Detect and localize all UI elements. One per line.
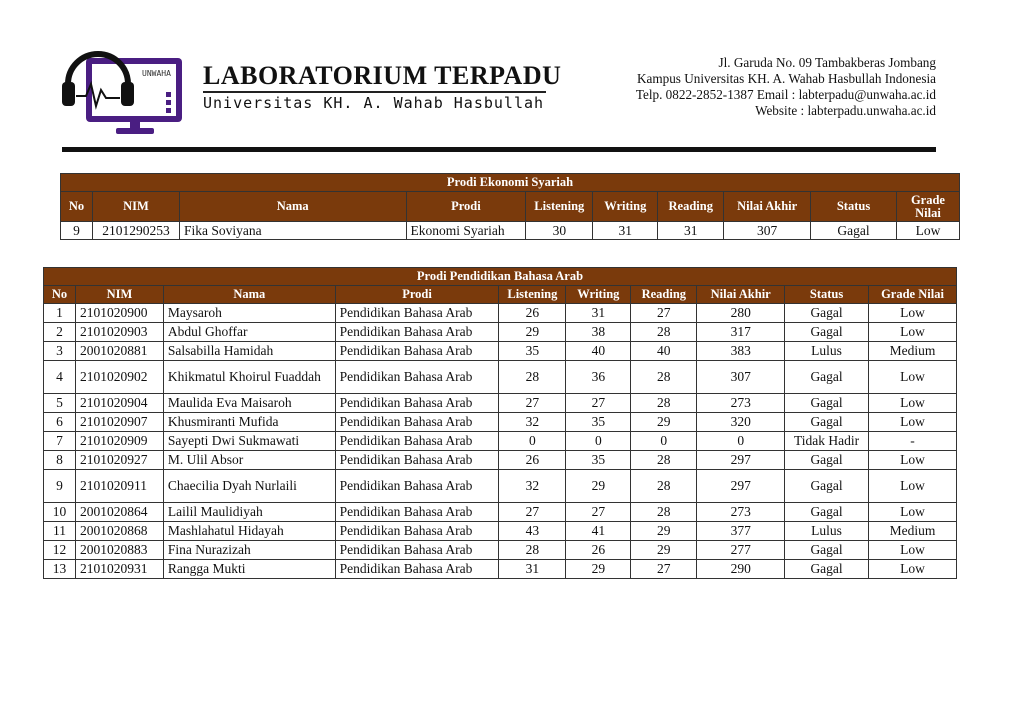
contact-phone-email: Telp. 0822-2852-1387 Email : labterpadu@unwaha.ac.id	[635, 87, 936, 102]
table-cell: Khusmiranti Mufida	[163, 413, 335, 432]
table-cell: 31	[658, 222, 724, 240]
table-cell: 290	[697, 560, 785, 579]
table-cell: Gagal	[785, 304, 869, 323]
table-cell: Pendidikan Bahasa Arab	[335, 342, 499, 361]
table-cell: 0	[631, 432, 697, 451]
table-cell: 32	[499, 413, 566, 432]
table-cell: Abdul Ghoffar	[163, 323, 335, 342]
table-cell: 1	[44, 304, 76, 323]
table-cell: Gagal	[785, 503, 869, 522]
contact-website: Website : labterpadu.unwaha.ac.id	[755, 103, 936, 118]
logo-text: UNWAHA	[142, 69, 171, 78]
table-row	[44, 470, 957, 503]
column-header: NIM	[92, 192, 179, 222]
table-cell: 297	[697, 470, 785, 503]
column-header: Reading	[658, 192, 724, 222]
table-cell: Rangga Mukti	[163, 560, 335, 579]
table-cell: Medium	[869, 342, 957, 361]
table-ekonomi-syariah	[60, 173, 960, 240]
table-row	[44, 541, 957, 560]
table-cell: Gagal	[785, 323, 869, 342]
column-header: Reading	[631, 286, 697, 304]
table-cell: 2101020907	[75, 413, 163, 432]
table-cell: 27	[566, 503, 631, 522]
table-cell: 2101020931	[75, 560, 163, 579]
table-cell: 0	[566, 432, 631, 451]
table-cell: Low	[896, 222, 959, 240]
table-cell: 383	[697, 342, 785, 361]
table-header-row	[44, 286, 957, 304]
column-header: Grade Nilai	[869, 286, 957, 304]
table-cell: 9	[61, 222, 93, 240]
table-cell: Low	[869, 304, 957, 323]
table-cell: 317	[697, 323, 785, 342]
table-cell: 26	[499, 451, 566, 470]
table-cell: Medium	[869, 522, 957, 541]
table-cell: 8	[44, 451, 76, 470]
table-cell: 7	[44, 432, 76, 451]
table-cell: Pendidikan Bahasa Arab	[335, 560, 499, 579]
column-header: Listening	[526, 192, 593, 222]
table-cell: Gagal	[785, 470, 869, 503]
table-cell: 2001020883	[75, 541, 163, 560]
title-underline	[203, 91, 546, 93]
table-row	[44, 413, 957, 432]
table-cell: Pendidikan Bahasa Arab	[335, 413, 499, 432]
table-cell: 29	[566, 470, 631, 503]
column-header: Status	[811, 192, 897, 222]
table-cell: 29	[631, 413, 697, 432]
table-cell: Lailil Maulidiyah	[163, 503, 335, 522]
table-row	[44, 432, 957, 451]
table-row	[44, 394, 957, 413]
contact-block	[636, 55, 936, 119]
column-header: Writing	[593, 192, 658, 222]
table-cell: 32	[499, 470, 566, 503]
table-cell: 29	[631, 541, 697, 560]
table-pendidikan-bahasa-arab	[43, 267, 957, 579]
table-cell: Pendidikan Bahasa Arab	[335, 522, 499, 541]
table-cell: 29	[499, 323, 566, 342]
table-cell: 2101020911	[75, 470, 163, 503]
table-cell: Gagal	[811, 222, 897, 240]
table-cell: Gagal	[785, 361, 869, 394]
table-title: Prodi Ekonomi Syariah	[61, 174, 960, 192]
table-cell: 5	[44, 394, 76, 413]
column-header: Prodi	[406, 192, 526, 222]
table-cell: Gagal	[785, 413, 869, 432]
table-cell: 36	[566, 361, 631, 394]
table-cell: 41	[566, 522, 631, 541]
column-header: Nama	[163, 286, 335, 304]
column-header: No	[44, 286, 76, 304]
table-cell: 280	[697, 304, 785, 323]
column-header: No	[61, 192, 93, 222]
table-cell: 38	[566, 323, 631, 342]
table-cell: Pendidikan Bahasa Arab	[335, 503, 499, 522]
table-cell: Pendidikan Bahasa Arab	[335, 541, 499, 560]
table-cell: 307	[724, 222, 811, 240]
table-cell: 28	[631, 323, 697, 342]
table-cell: 28	[631, 470, 697, 503]
table-cell: 35	[566, 413, 631, 432]
table-cell: 40	[631, 342, 697, 361]
column-header: NIM	[75, 286, 163, 304]
table-cell: Khikmatul Khoirul Fuaddah	[163, 361, 335, 394]
table-cell: Pendidikan Bahasa Arab	[335, 361, 499, 394]
table-cell: 2101290253	[92, 222, 179, 240]
table-cell: Low	[869, 470, 957, 503]
table-cell: 28	[499, 541, 566, 560]
table-cell: 0	[697, 432, 785, 451]
table-row	[44, 522, 957, 541]
table-cell: Fika Soviyana	[179, 222, 406, 240]
table-cell: Pendidikan Bahasa Arab	[335, 432, 499, 451]
contact-address: Jl. Garuda No. 09 Tambakberas Jombang	[718, 55, 936, 70]
table-cell: 28	[631, 503, 697, 522]
table-cell: Gagal	[785, 541, 869, 560]
table-cell: Gagal	[785, 560, 869, 579]
table-cell: 273	[697, 503, 785, 522]
table-cell: 26	[566, 541, 631, 560]
table-cell: 28	[631, 361, 697, 394]
table-row	[61, 222, 960, 240]
table-cell: 11	[44, 522, 76, 541]
table-cell: 273	[697, 394, 785, 413]
table-cell: 27	[566, 394, 631, 413]
table-cell: Pendidikan Bahasa Arab	[335, 304, 499, 323]
table-cell: Maysaroh	[163, 304, 335, 323]
table-cell: 277	[697, 541, 785, 560]
table-cell: 2101020902	[75, 361, 163, 394]
table-row	[44, 304, 957, 323]
table-cell: Fina Nurazizah	[163, 541, 335, 560]
table-cell: Maulida Eva Maisaroh	[163, 394, 335, 413]
table-cell: Ekonomi Syariah	[406, 222, 526, 240]
table-cell: 28	[631, 394, 697, 413]
unwaha-logo	[58, 40, 188, 138]
table-cell: Pendidikan Bahasa Arab	[335, 394, 499, 413]
table-cell: 0	[499, 432, 566, 451]
table-title: Prodi Pendidikan Bahasa Arab	[44, 268, 957, 286]
column-header: Writing	[566, 286, 631, 304]
table-cell: Lulus	[785, 342, 869, 361]
table-row	[44, 342, 957, 361]
table-cell: Low	[869, 323, 957, 342]
contact-campus: Kampus Universitas KH. A. Wahab Hasbullah Indonesia	[636, 71, 936, 86]
table-cell: 30	[526, 222, 593, 240]
column-header: Prodi	[335, 286, 499, 304]
table-cell: 297	[697, 451, 785, 470]
table-row	[44, 451, 957, 470]
table-cell: Low	[869, 541, 957, 560]
table-cell: 29	[631, 522, 697, 541]
table-header-row	[61, 192, 960, 222]
letterhead-divider	[62, 147, 936, 152]
table-cell: 6	[44, 413, 76, 432]
table-cell: Low	[869, 361, 957, 394]
column-header: Status	[785, 286, 869, 304]
column-header: Nilai Akhir	[724, 192, 811, 222]
table-cell: 3	[44, 342, 76, 361]
table-cell: 35	[499, 342, 566, 361]
table-cell: Pendidikan Bahasa Arab	[335, 470, 499, 503]
table-cell: 31	[593, 222, 658, 240]
table-cell: 43	[499, 522, 566, 541]
table-cell: 29	[566, 560, 631, 579]
table-row	[44, 560, 957, 579]
table-cell: Low	[869, 451, 957, 470]
table-row	[44, 361, 957, 394]
table-cell: 2001020881	[75, 342, 163, 361]
table-cell: 377	[697, 522, 785, 541]
table-cell: Sayepti Dwi Sukmawati	[163, 432, 335, 451]
table-cell: 12	[44, 541, 76, 560]
table-cell: Chaecilia Dyah Nurlaili	[163, 470, 335, 503]
table-cell: Low	[869, 503, 957, 522]
table-cell: 4	[44, 361, 76, 394]
table-cell: 27	[499, 503, 566, 522]
table-cell: 2101020903	[75, 323, 163, 342]
table-cell: 2101020900	[75, 304, 163, 323]
table-cell: Pendidikan Bahasa Arab	[335, 451, 499, 470]
column-header: Nama	[179, 192, 406, 222]
table-cell: 2101020927	[75, 451, 163, 470]
table-cell: 2101020909	[75, 432, 163, 451]
table-cell: Salsabilla Hamidah	[163, 342, 335, 361]
table-cell: Lulus	[785, 522, 869, 541]
table-cell: 31	[566, 304, 631, 323]
table-cell: Tidak Hadir	[785, 432, 869, 451]
table-cell: Low	[869, 394, 957, 413]
table-cell: Mashlahatul Hidayah	[163, 522, 335, 541]
table-cell: -	[869, 432, 957, 451]
table-cell: 2001020868	[75, 522, 163, 541]
column-header: Nilai Akhir	[697, 286, 785, 304]
lab-title: LABORATORIUM TERPADU	[203, 61, 562, 90]
table-cell: 2	[44, 323, 76, 342]
table-row	[44, 503, 957, 522]
table-cell: 10	[44, 503, 76, 522]
table-cell: Low	[869, 560, 957, 579]
table-cell: 26	[499, 304, 566, 323]
table-cell: 27	[631, 304, 697, 323]
table-cell: 35	[566, 451, 631, 470]
table-cell: M. Ulil Absor	[163, 451, 335, 470]
table-cell: 2001020864	[75, 503, 163, 522]
table-cell: 28	[499, 361, 566, 394]
table-cell: Gagal	[785, 451, 869, 470]
university-subtitle: Universitas KH. A. Wahab Hasbullah	[203, 94, 545, 112]
table-cell: 320	[697, 413, 785, 432]
table-cell: 9	[44, 470, 76, 503]
table-cell: 28	[631, 451, 697, 470]
table-cell: 40	[566, 342, 631, 361]
column-header: Listening	[499, 286, 566, 304]
column-header: Grade Nilai	[896, 192, 959, 222]
table-cell: 2101020904	[75, 394, 163, 413]
table-cell: 27	[499, 394, 566, 413]
table-cell: 31	[499, 560, 566, 579]
table-row	[44, 323, 957, 342]
table-cell: Low	[869, 413, 957, 432]
letterhead-titles	[203, 62, 561, 112]
table-cell: 307	[697, 361, 785, 394]
table-cell: Gagal	[785, 394, 869, 413]
table-cell: 27	[631, 560, 697, 579]
table-cell: Pendidikan Bahasa Arab	[335, 323, 499, 342]
table-cell: 13	[44, 560, 76, 579]
